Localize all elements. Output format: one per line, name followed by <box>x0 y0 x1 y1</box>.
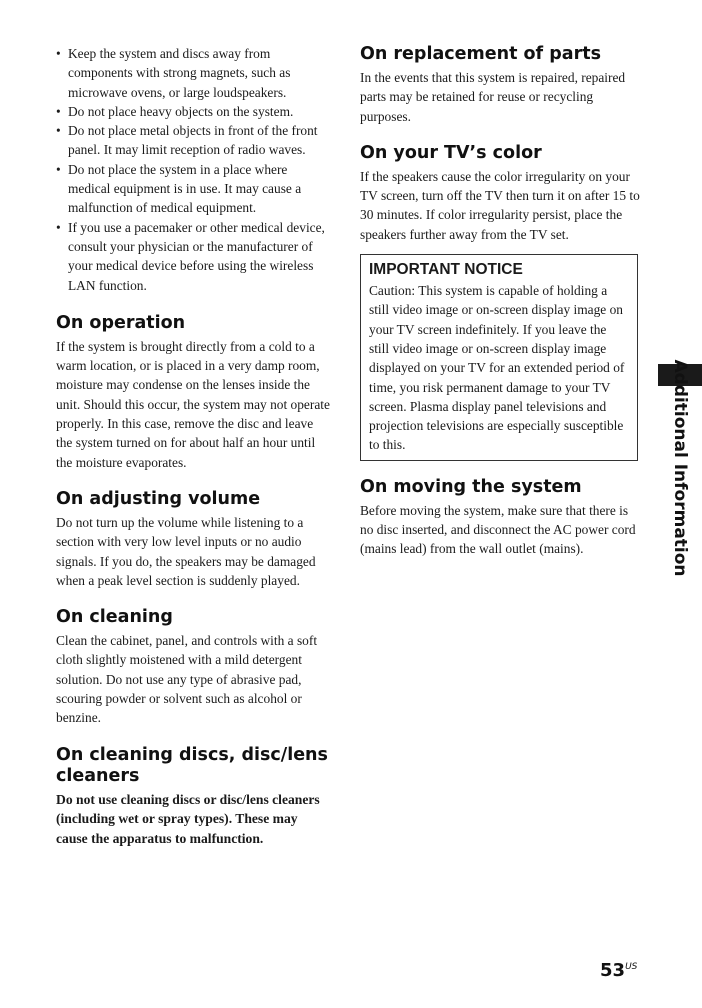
heading-volume: On adjusting volume <box>56 488 261 509</box>
section-volume <box>56 489 331 590</box>
list-item: • Keep the system and discs away from components with strong magnets, such as microwave ovens, or large loudspeakers. <box>56 46 291 100</box>
section-cleaning-discs <box>56 745 331 849</box>
bullet-text: Do not place the system in a place where medical equipment is in use. It may cause a malfunction of medical equipment. <box>68 161 302 216</box>
section-replacement <box>360 44 640 126</box>
list-item: • Do not place the system in a place where medical equipment is in use. It may cause a malfunction of medical equipment. <box>56 161 302 216</box>
heading-operation: On operation <box>56 312 186 333</box>
bullet-text: If you use a pacemaker or other medical device, consult your physician or the manufacturer of your medical device before using the wireless LAN function. <box>68 219 325 293</box>
heading-cleaning-discs: On cleaning discs, disc/lens cleaners <box>56 744 328 786</box>
text-cleaning: Clean the cabinet, panel, and controls with a soft cloth slightly moistened with a mild detergent solution. Do not use any type of abrasive pad, scouring powder or solvent such as alcohol or benzine. <box>56 633 318 726</box>
section-moving <box>360 477 640 559</box>
page-number-value: 53 <box>600 960 626 981</box>
text-moving: Before moving the system, make sure that there is no disc inserted, and disconnect the AC power cord (mains lead) from the wall outlet (mains). <box>360 502 636 557</box>
text-operation: If the system is brought directly from a cold to a warm location, or is placed in a very damp room, moisture may condense on the lenses inside the unit. Should this occur, the system may not operate properly. In this case, remove the disc and leave the system turned on for about half an hour until the moisture evaporates. <box>56 338 330 470</box>
bullet-text: Keep the system and discs away from components with strong magnets, such as microwave ovens, or large loudspeakers. <box>68 46 291 100</box>
page-number <box>600 960 637 981</box>
important-notice-box <box>360 254 638 461</box>
section-tv-color <box>360 143 640 244</box>
right-column <box>360 44 640 559</box>
precautions-list <box>56 44 331 295</box>
section-operation <box>56 313 331 472</box>
heading-cleaning: On cleaning <box>56 607 173 628</box>
text-replacement: In the events that this system is repaired, repaired parts may be retained for reuse or recycling purposes. <box>360 70 626 124</box>
list-item: • If you use a pacemaker or other medical device, consult your physician or the manufacturer of your medical device before using the wireless LAN function. <box>56 219 325 293</box>
heading-moving: On moving the system <box>360 476 582 497</box>
page-number-suffix: US <box>625 962 638 972</box>
bullet-text: Do not place heavy objects on the system. <box>68 103 294 119</box>
heading-replacement: On replacement of parts <box>360 44 602 64</box>
list-item: • Do not place heavy objects on the system. <box>56 103 294 119</box>
list-item: • Do not place metal objects in front of the front panel. It may limit reception of radio waves. <box>56 123 318 158</box>
notice-title: IMPORTANT NOTICE <box>369 261 523 279</box>
text-volume: Do not turn up the volume while listening to a section with very low level inputs or no audio signals. If you do, the speakers may be damaged when a peak level section is suddenly played. <box>56 514 316 588</box>
left-column <box>56 44 331 848</box>
side-section-label: Additional Information <box>670 359 690 577</box>
section-cleaning <box>56 607 331 727</box>
text-cleaning-discs: Do not use cleaning discs or disc/lens cleaners (including wet or spray types). These may cause the apparatus to malfunction. <box>56 791 320 846</box>
notice-text: Caution: This system is capable of holding a still video image or on-screen display image on your TV screen indefinitely. If you leave the still video image or on-screen display image displayed on your TV for an extended period of time, you risk permanent damage to your TV screen. Plasma display panel televisions and projection televisions are especially susceptible to this. <box>369 283 625 453</box>
text-tv-color: If the speakers cause the color irregularity on your TV screen, turn off the TV then turn it on after 15 to 30 minutes. If color irregularity persist, place the speakers further away from the TV set. <box>360 168 640 242</box>
heading-tv-color: On your TV’s color <box>360 142 542 163</box>
bullet-text: Do not place metal objects in front of the front panel. It may limit reception of radio waves. <box>68 123 318 158</box>
